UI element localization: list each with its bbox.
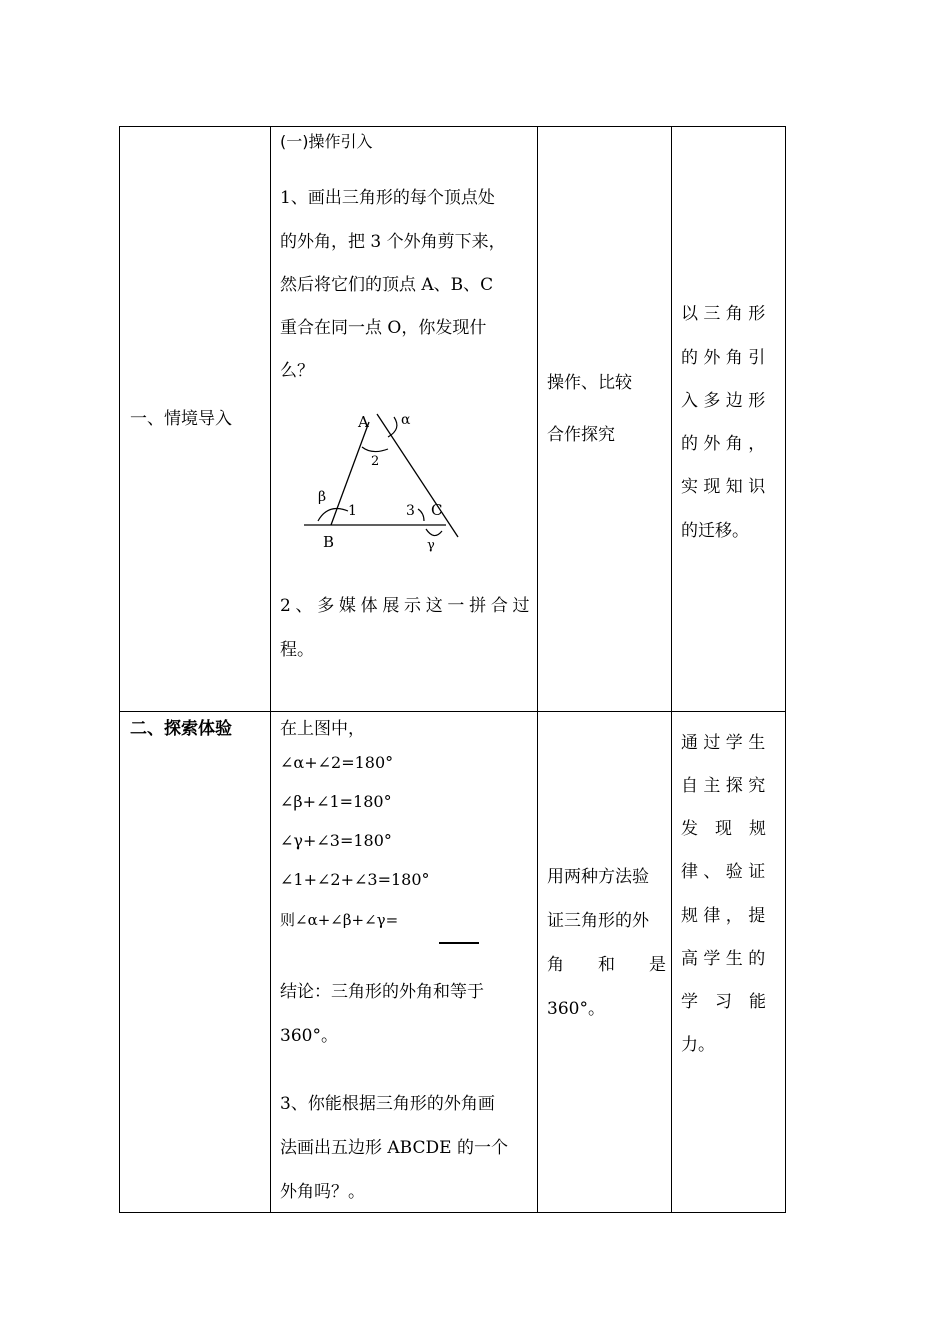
answer-blank [439, 942, 479, 944]
conclusion-line: 结论：三角形的外角和等于 [280, 982, 484, 1002]
intent-cell [672, 712, 786, 1213]
lesson-plan-table [119, 126, 786, 1213]
question-line: 法画出五边形 ABCDE 的一个 [280, 1138, 508, 1158]
stage-title: 二、探索体验 [130, 719, 232, 739]
intent-line: 力。 [681, 1035, 715, 1055]
intent-line: 入 多 边 形 [681, 391, 766, 411]
angle-label-alpha: α [401, 412, 411, 428]
angle-label-3: 3 [406, 503, 415, 519]
angle-label-1: 1 [348, 503, 357, 519]
angle-label-gamma: γ [427, 538, 435, 553]
paragraph-line [280, 591, 535, 616]
stage-title: 一、情境导入 [130, 409, 232, 429]
intent-line: 实 现 知 识 [681, 477, 766, 497]
table-row [120, 712, 786, 1213]
intent-line: 的 外 角 ， [681, 434, 766, 454]
section-heading: (一)操作引入 [280, 132, 373, 151]
vertex-label-c: C [431, 501, 443, 519]
intent-line: 学 习 能 [681, 992, 766, 1012]
intent-line: 自 主 探 究 [681, 776, 766, 796]
intent-line: 的迁移。 [681, 521, 749, 541]
paragraph-line: 在上图中， [280, 719, 365, 739]
intent-line: 高 学 生 的 [681, 949, 766, 969]
angle-label-beta: β [318, 489, 327, 505]
p2-line: 2、多媒体展示这一拼合过 [280, 596, 535, 616]
vertex-label-a: A [358, 413, 369, 431]
paragraph-line: 然后将它们的顶点 A、B、C [280, 275, 494, 295]
angle-label-2: 2 [371, 454, 380, 469]
paragraph-line: 重合在同一点 O，你发现什 [280, 318, 487, 338]
stage-cell [120, 712, 271, 1213]
stage-cell [120, 127, 271, 712]
conclusion-line: 360°。 [280, 1026, 338, 1046]
question-line: 3、你能根据三角形的外角画 [280, 1094, 495, 1114]
table-row [120, 127, 786, 712]
intent-line: 通 过 学 生 [681, 733, 766, 753]
equation-line: ∠γ+∠3=180° [280, 831, 392, 850]
intent-line: 发 现 规 [681, 819, 766, 839]
intent-line: 规 律 ， 提 [681, 906, 766, 926]
intent-line: 律 、 验 证 [681, 862, 766, 882]
method-line: 操作、比较 [547, 373, 632, 393]
equation-line: 则∠α+∠β+∠γ= [280, 911, 399, 929]
method-cell [538, 127, 672, 712]
paragraph-line: 1、画出三角形的每个顶点处 [280, 188, 495, 208]
triangle-exterior-angle-figure [296, 407, 476, 557]
question-line: 外角吗？。 [280, 1182, 365, 1202]
intent-cell [672, 127, 786, 712]
equation-line: ∠1+∠2+∠3=180° [280, 870, 430, 889]
method-line: 角 和 是 [547, 955, 666, 975]
paragraph-line: 么？ [280, 361, 314, 381]
vertex-label-b: B [323, 533, 335, 551]
content-cell [271, 712, 538, 1213]
content-cell [271, 127, 538, 712]
equation-line: ∠β+∠1=180° [280, 792, 392, 811]
method-line: 360°。 [547, 999, 605, 1019]
equation-line: ∠α+∠2=180° [280, 753, 394, 772]
intent-line: 的 外 角 引 [681, 348, 766, 368]
method-line: 合作探究 [547, 425, 615, 445]
method-line: 证三角形的外 [547, 911, 649, 931]
paragraph-line: 程。 [280, 640, 314, 660]
paragraph-line: 的外角，把 3 个外角剪下来， [280, 232, 506, 252]
method-cell [538, 712, 672, 1213]
method-line: 用两种方法验 [547, 867, 649, 887]
intent-line: 以 三 角 形 [681, 304, 766, 324]
